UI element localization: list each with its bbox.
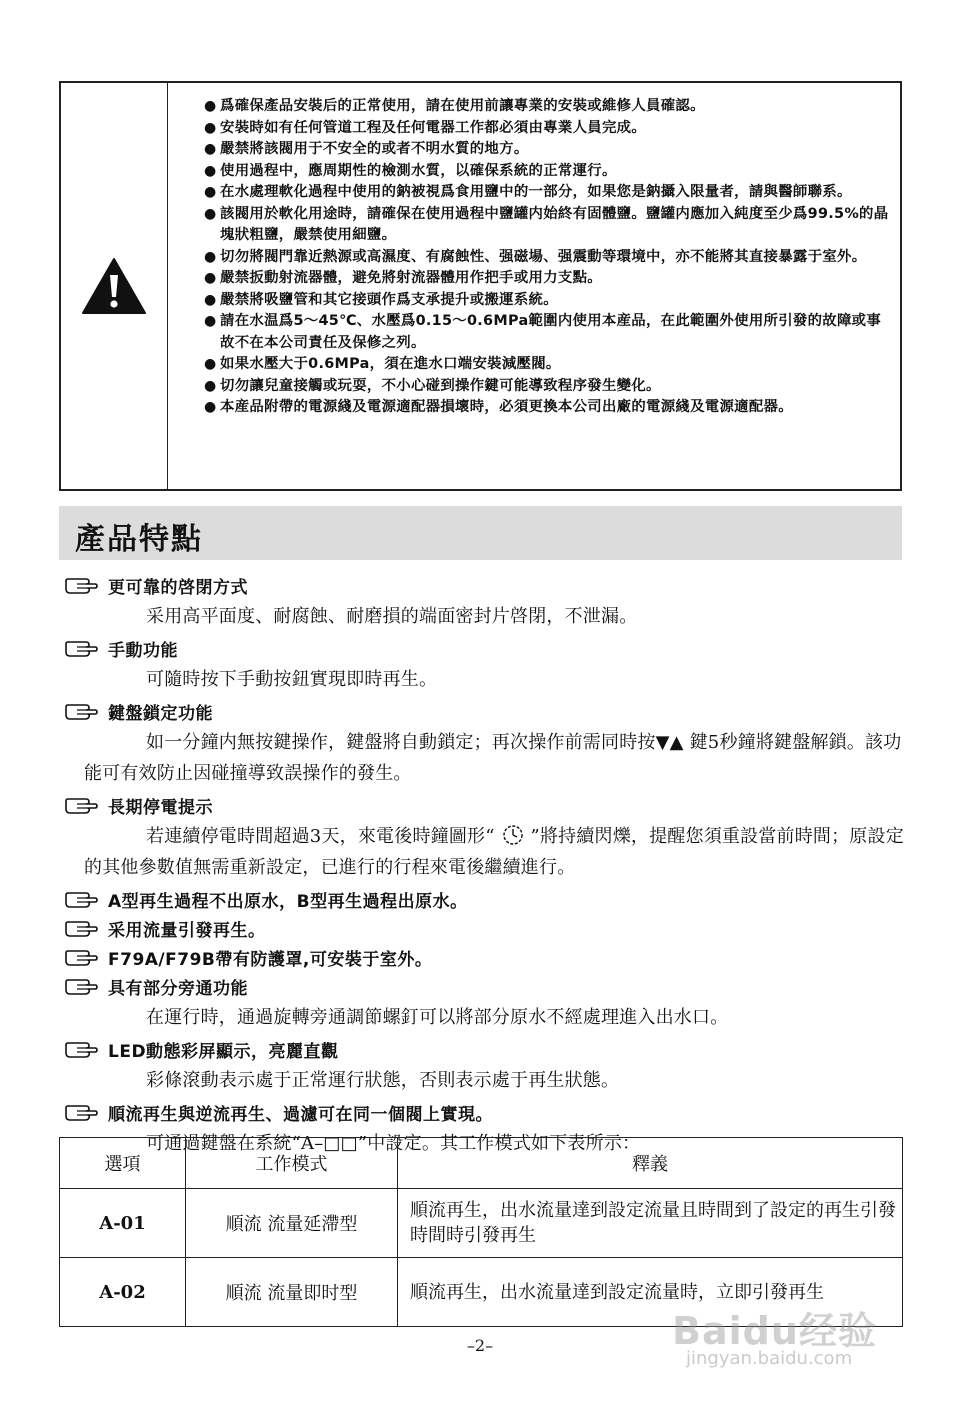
- mode-table: [59, 1137, 903, 1327]
- watermark: [672, 1300, 912, 1380]
- table-cell: 順流再生，出水流量達到設定流量時，立即引發再生: [398, 1258, 903, 1327]
- warning-item: ● 請在水温爲5～45℃、水壓爲0.15～0.6MPa範圍内使用本産品，在此範圍外使用所引發的故障或事故不在本公司責任及保修之列。: [204, 311, 890, 354]
- feature-item: [64, 914, 904, 943]
- table-cell: 順流再生，出水流量達到設定流量且時間到了設定的再生引發時間時引發再生: [398, 1189, 903, 1258]
- pointing-hand-icon: [64, 978, 98, 996]
- feature-title: 鍵盤鎖定功能: [108, 704, 213, 724]
- feature-title: 具有部分旁通功能: [108, 979, 248, 999]
- warning-item: ● 使用過程中，應周期性的檢測水質，以確保系統的正常運行。: [204, 161, 890, 183]
- warning-list: [168, 83, 900, 489]
- warning-item: ● 爲確保產品安裝后的正常使用，請在使用前讓專業的安裝或維修人員確認。: [204, 96, 890, 118]
- feature-title: 更可靠的啓閉方式: [108, 578, 248, 598]
- pointing-hand-icon: [64, 1104, 98, 1122]
- warning-item: ● 該閥用於軟化用途時，請確保在使用過程中鹽罐内始終有固體鹽。鹽罐内應加入純度至少爲99.5%的晶塊狀粗鹽，嚴禁使用細鹽。: [204, 204, 890, 247]
- feature-description: [64, 821, 904, 883]
- warning-item: ● 如果水壓大于0.6MPa，須在進水口端安裝減壓閥。: [204, 354, 890, 376]
- pointing-hand-icon: [64, 949, 98, 967]
- pointing-hand-icon: [64, 891, 98, 909]
- feature-description: 可通過鍵盤在系統“A–□□”中設定。其工作模式如下表所示：: [146, 1133, 641, 1154]
- feature-item: [64, 943, 904, 972]
- table-cell: 順流 流量即时型: [186, 1258, 398, 1327]
- table-cell: A-01: [60, 1189, 186, 1258]
- table-header-cell: 選項: [60, 1138, 186, 1189]
- warning-item: ● 在水處理軟化過程中使用的鈉被視爲食用鹽中的一部分，如果您是鈉攝入限量者，請與醫師聯系。: [204, 182, 890, 204]
- watermark-logo: Baidu经验: [672, 1309, 877, 1353]
- pointing-hand-icon: [64, 640, 98, 658]
- feature-item: [64, 571, 904, 632]
- pointing-hand-icon: [64, 1041, 98, 1059]
- warning-item: ● 嚴禁扳動射流器體，避免將射流器體用作把手或用力支點。: [204, 268, 890, 290]
- feature-item: [64, 697, 904, 789]
- feature-title: 手動功能: [108, 641, 178, 661]
- feature-title: 順流再生與逆流再生、過濾可在同一個閥上實現。: [108, 1105, 493, 1125]
- table-cell: 順流 流量延滯型: [186, 1189, 398, 1258]
- feature-item: [64, 1035, 904, 1096]
- feature-description: 可隨時按下手動按鈕實現即時再生。: [146, 669, 438, 690]
- warning-item: ● 安裝時如有任何管道工程及任何電器工作都必須由專業人員完成。: [204, 118, 890, 140]
- pointing-hand-icon: [64, 703, 98, 721]
- clock-icon: [501, 824, 525, 846]
- feature-title: 采用流量引發再生。: [108, 921, 266, 941]
- feature-title: F79A/F79B帶有防護罩,可安裝于室外。: [108, 950, 433, 970]
- table-cell: A-02: [60, 1258, 186, 1327]
- warning-item: ● 本産品附帶的電源綫及電源適配器損壞時，必須更換本公司出廠的電源綫及電源適配器。: [204, 397, 890, 419]
- warning-item: ● 切勿將閥門靠近熱源或高濕度、有腐蝕性、强磁場、强震動等環境中，亦不能將其直接暴露于室外。: [204, 247, 890, 269]
- feature-item: [64, 885, 904, 914]
- feature-description: 采用高平面度、耐腐蝕、耐磨損的端面密封片啓閉，不泄漏。: [146, 606, 638, 627]
- feature-item: [64, 791, 904, 883]
- feature-title: A型再生過程不出原水，B型再生過程出原水。: [108, 892, 468, 912]
- table-header-cell: 工作模式: [186, 1138, 398, 1189]
- warning-item: ● 嚴禁將該閥用于不安全的或者不明水質的地方。: [204, 139, 890, 161]
- table-header-cell: 釋義: [398, 1138, 903, 1189]
- page-number: –2–: [466, 1336, 494, 1355]
- feature-description: 如一分鐘内無按鍵操作，鍵盤將自動鎖定；再次操作前需同時按▼▲ 鍵5秒鐘將鍵盤解鎖。該功能可有效防止因碰撞導致誤操作的發生。: [84, 732, 902, 784]
- feature-list: [64, 571, 904, 1161]
- feature-item: [64, 634, 904, 695]
- warning-triangle-icon: [81, 257, 147, 315]
- pointing-hand-icon: [64, 797, 98, 815]
- feature-description-part: ”將持續閃爍，提醒您須重設當前時間；原設定的其他參數值無需重新設定，已進行的行程來電後繼續進行。: [84, 826, 904, 878]
- pointing-hand-icon: [64, 920, 98, 938]
- warning-icon-cell: [61, 83, 168, 489]
- feature-description-part: 若連續停電時間超過3天，來電後時鐘圖形“: [146, 826, 501, 847]
- table-header-row: [60, 1138, 903, 1189]
- feature-title: LED動態彩屏顯示，亮麗直觀: [108, 1042, 339, 1062]
- feature-title: 長期停電提示: [108, 798, 213, 818]
- watermark-url: jingyan.baidu.com: [686, 1348, 853, 1369]
- warning-item: ● 切勿讓兒童接觸或玩耍，不小心碰到操作鍵可能導致程序發生變化。: [204, 376, 890, 398]
- pointing-hand-icon: [64, 577, 98, 595]
- section-title: 產品特點: [75, 522, 203, 557]
- table-row: [60, 1189, 903, 1258]
- feature-description: 彩條滾動表示處于正常運行狀態，否則表示處于再生狀態。: [146, 1070, 620, 1091]
- section-header: [59, 506, 902, 560]
- warning-box: [59, 81, 902, 491]
- feature-description: 在運行時，通過旋轉旁通調節螺釘可以將部分原水不經處理進入出水口。: [146, 1007, 729, 1028]
- feature-item: [64, 972, 904, 1033]
- warning-item: ● 嚴禁將吸鹽管和其它接頭作爲支承提升或搬運系統。: [204, 290, 890, 312]
